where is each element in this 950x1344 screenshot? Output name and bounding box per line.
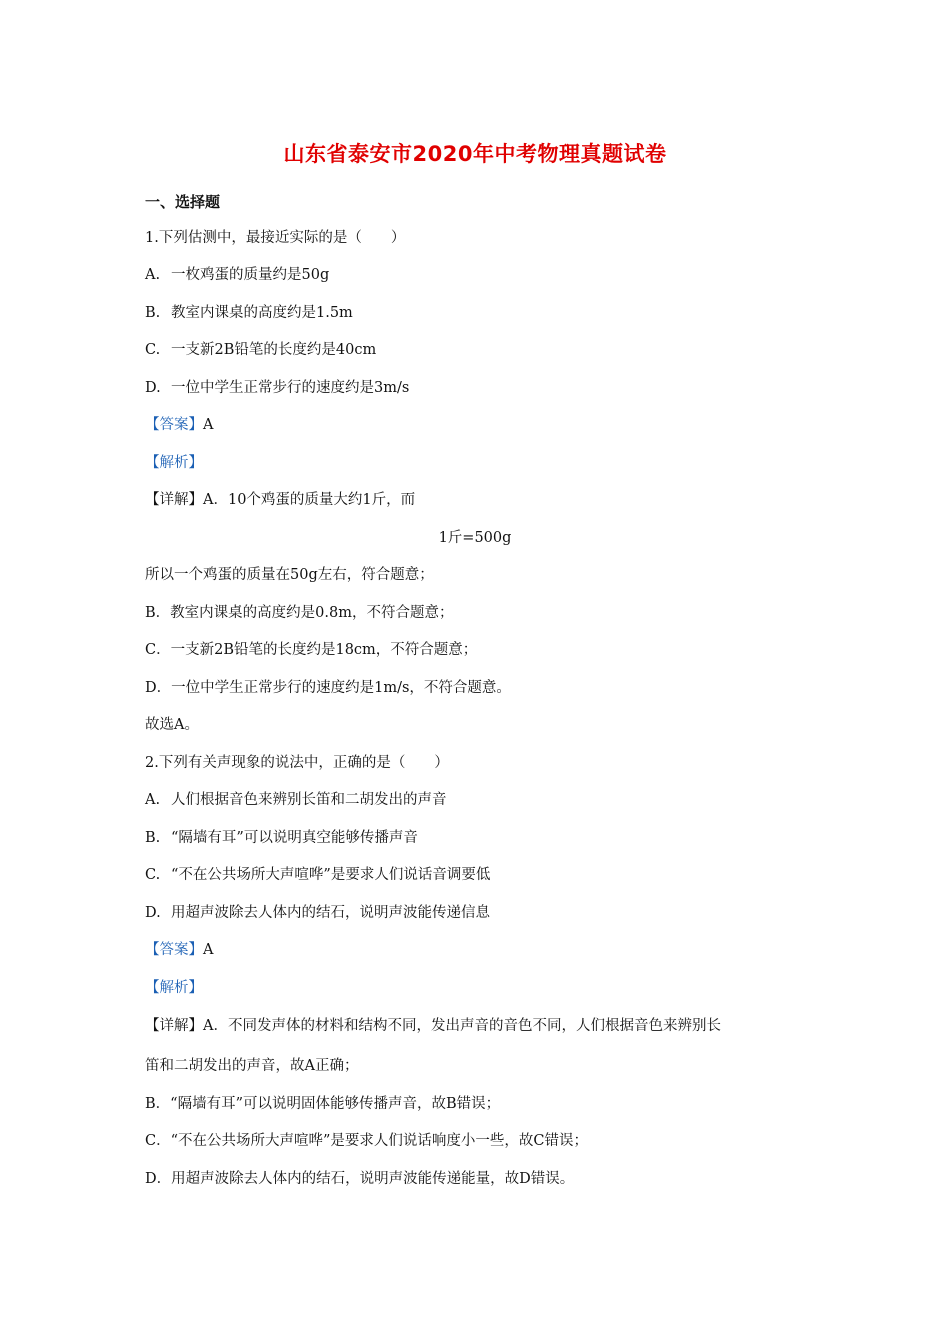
option-text: 人们根据音色来辨别长笛和二胡发出的声音 [171,792,447,808]
q1-answer [145,415,213,435]
q1-option-d [145,378,409,398]
q1-option-a [145,265,329,285]
option-letter: A. [145,267,161,283]
q2-option-a [145,790,447,810]
detail-tag: 【详解】 [145,1018,203,1034]
option-letter: B. [145,305,161,321]
option-text: “隔墙有耳”可以说明真空能够传播声音 [171,830,418,846]
q2-detail-line: 笛和二胡发出的声音，故A正确； [145,1058,359,1074]
option-text: 用超声波除去人体内的结石，说明声波能传递信息 [171,905,490,921]
option-text: 教室内课桌的高度约是1.5m [171,305,353,321]
q2-option-d [145,903,490,923]
answer-value: A [203,417,214,433]
q2-analysis-tag: 【解析】 [145,980,203,996]
option-letter: C. [145,867,161,883]
page-title: 山东省泰安市2020年中考物理真题试卷 [283,142,667,166]
q1-option-b [145,303,353,323]
q1-detail-first [145,490,415,510]
q2-option-c [145,865,490,885]
option-text: 一位中学生正常步行的速度约是3m/s [171,380,410,396]
q1-detail-line: D．一位中学生正常步行的速度约是1m/s，不符合题意。 [145,680,511,696]
q2-detail-line: B．“隔墙有耳”可以说明固体能够传播声音，故B错误； [145,1096,501,1112]
option-letter: D. [145,380,161,396]
q1-stem: 1.下列估测中，最接近实际的是（ ） [145,230,406,246]
q2-detail-line: D．用超声波除去人体内的结石，说明声波能传递能量，故D错误。 [145,1171,575,1187]
q2-detail-line: C．“不在公共场所大声喧哗”是要求人们说话响度小一些，故C错误； [145,1133,589,1149]
detail-text: A．不同发声体的材料和结构不同，发出声音的音色不同，人们根据音色来辨别长 [203,1018,721,1034]
section-heading: 一、选择题 [145,193,221,211]
option-text: 一枚鸡蛋的质量约是50g [171,267,330,283]
q1-analysis-tag: 【解析】 [145,455,203,471]
option-letter: B. [145,830,161,846]
q1-formula: 1斤=500g [438,530,512,546]
option-letter: D. [145,905,161,921]
option-text: 一支新2B铅笔的长度约是40cm [171,342,377,358]
answer-value: A [203,942,214,958]
detail-tag: 【详解】 [145,492,203,508]
q1-option-c [145,340,376,360]
q1-detail-line: 故选A。 [145,717,199,733]
q2-detail-first [145,1016,721,1036]
option-letter: C. [145,342,161,358]
q1-detail-line: 所以一个鸡蛋的质量在50g左右，符合题意； [145,567,434,583]
q2-option-b [145,828,418,848]
q1-detail-line: C．一支新2B铅笔的长度约是18cm，不符合题意； [145,642,478,658]
option-text: “不在公共场所大声喧哗”是要求人们说话音调要低 [171,867,491,883]
answer-tag: 【答案】 [145,942,203,958]
q1-detail-line: B．教室内课桌的高度约是0.8m，不符合题意； [145,605,454,621]
option-letter: A. [145,792,161,808]
q2-answer [145,940,213,960]
detail-text: A．10个鸡蛋的质量大约1斤，而 [203,492,416,508]
q2-stem: 2.下列有关声现象的说法中，正确的是（ ） [145,755,449,771]
answer-tag: 【答案】 [145,417,203,433]
